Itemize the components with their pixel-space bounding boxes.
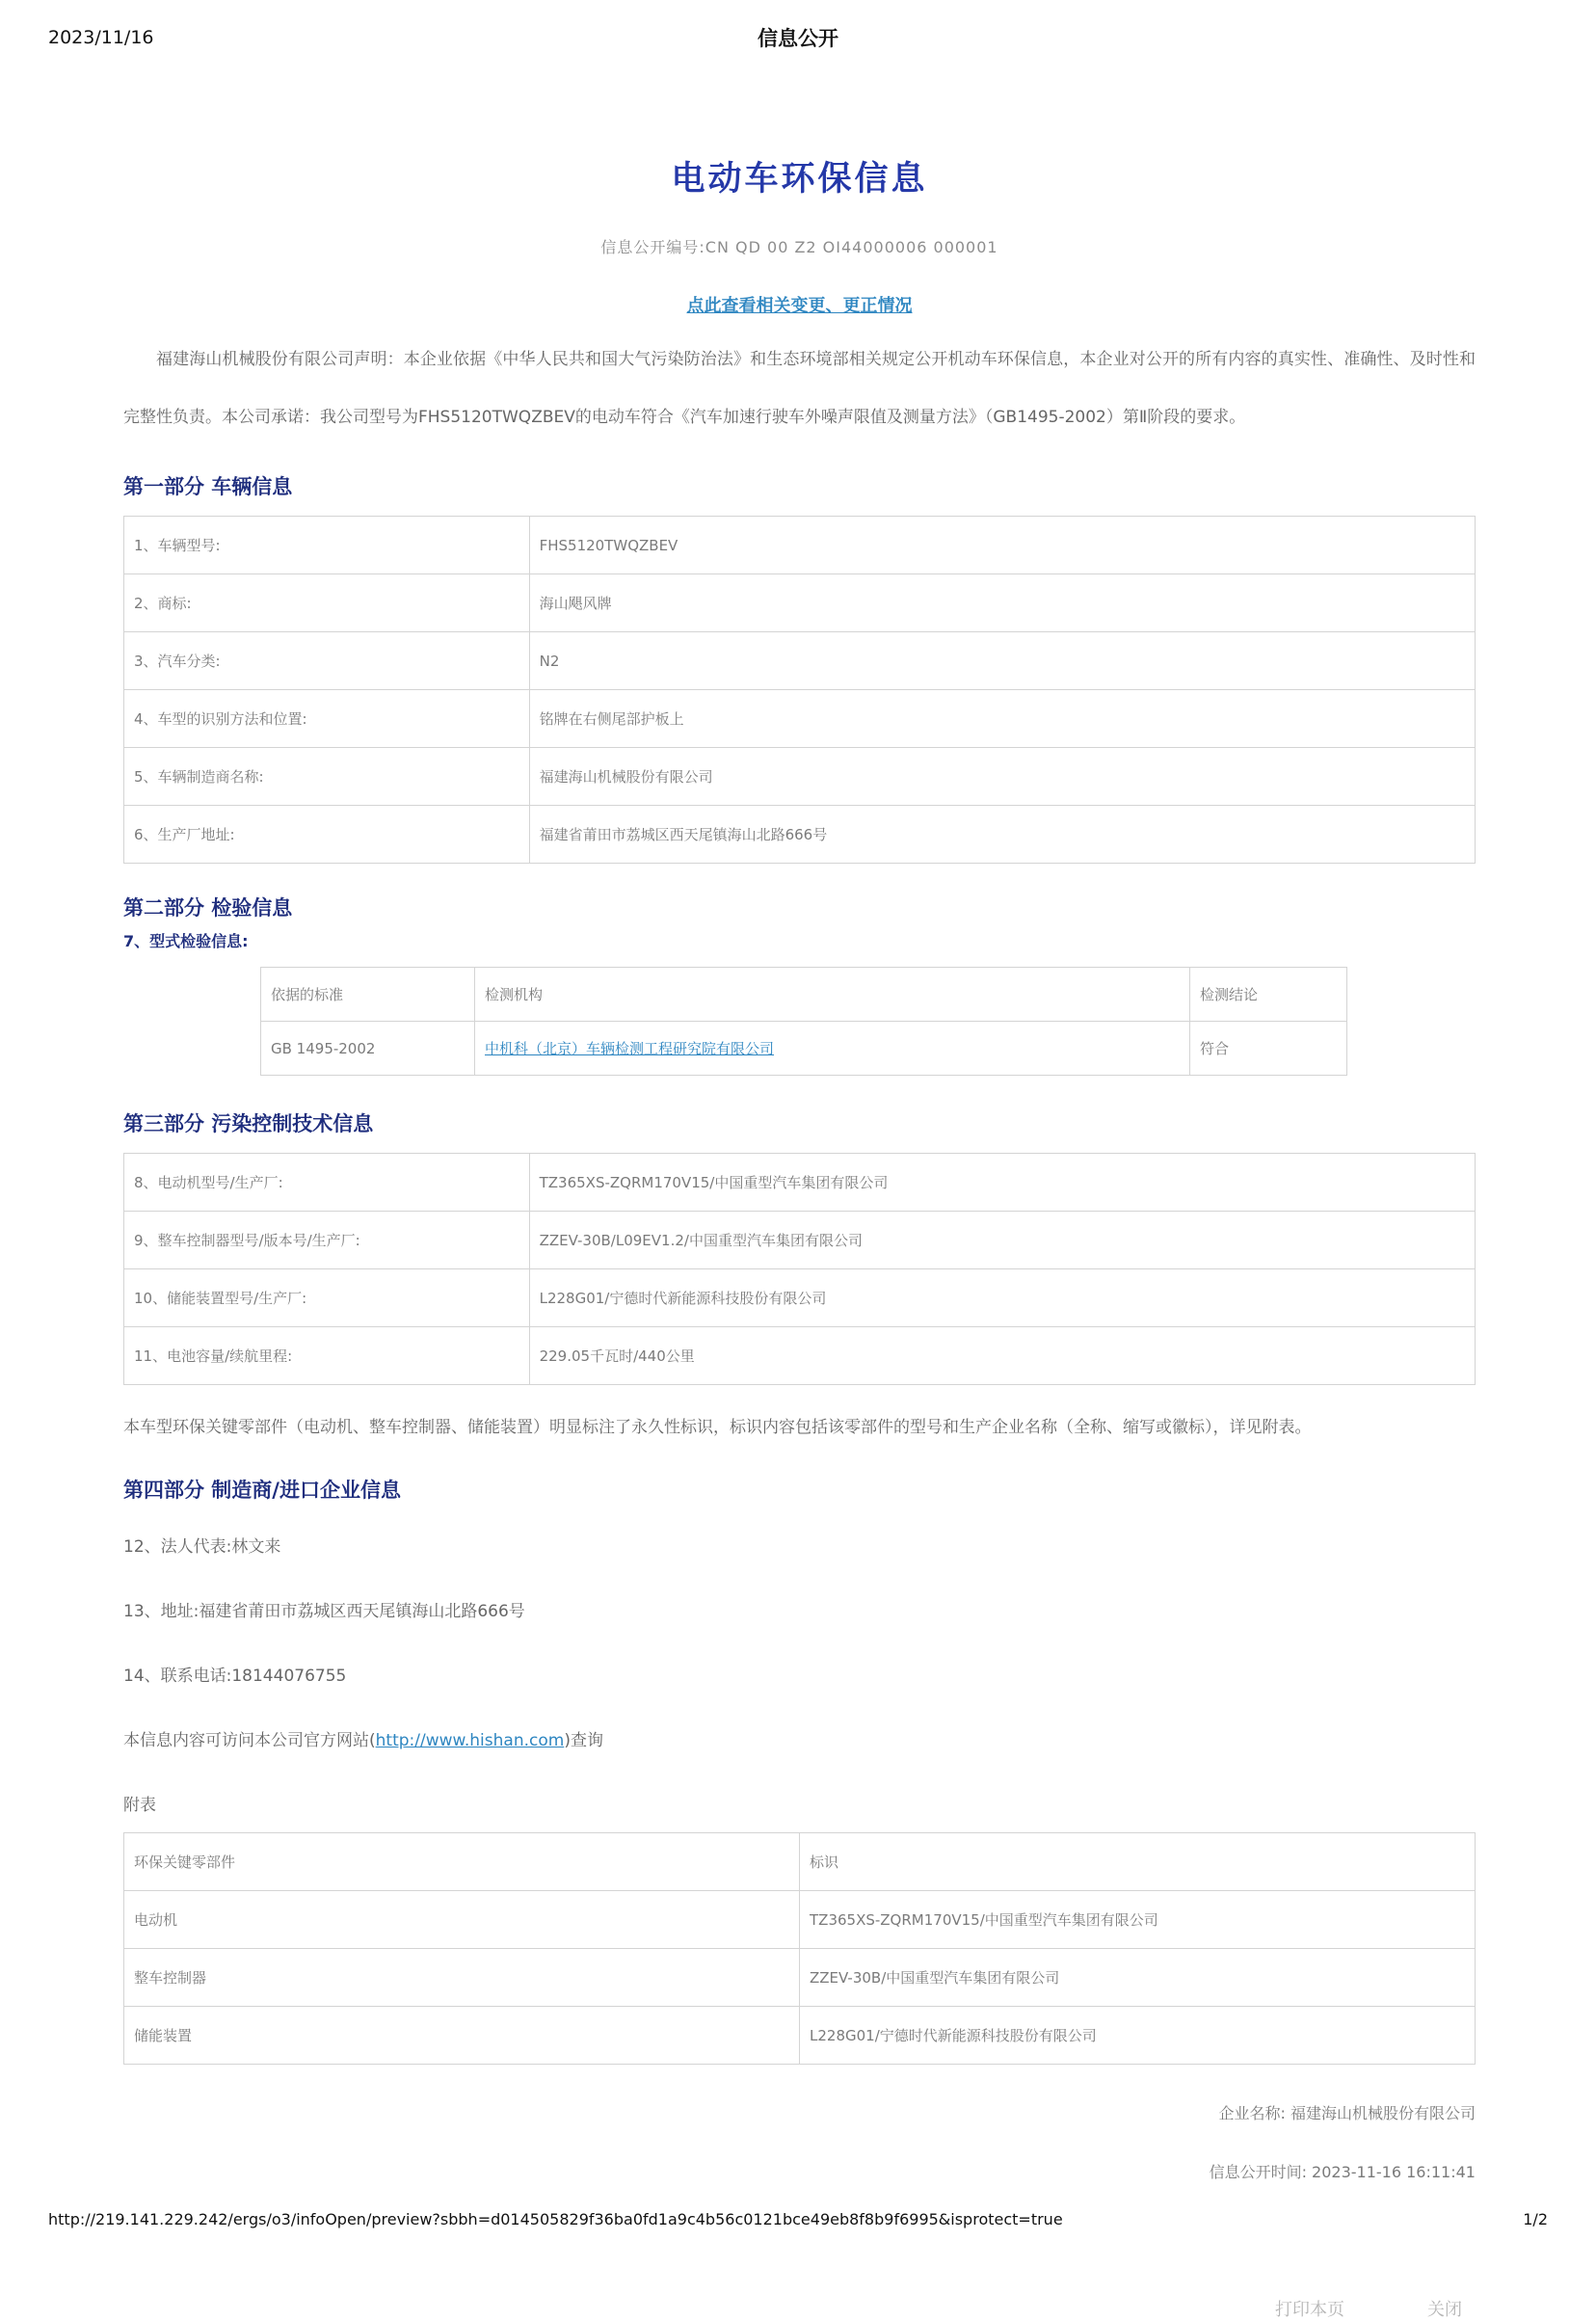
row-value: 海山飓风牌	[529, 574, 1475, 632]
website-prefix: 本信息内容可访问本公司官方网站(	[123, 1730, 376, 1750]
row-value: N2	[529, 632, 1475, 690]
row-label: 2、商标:	[124, 574, 530, 632]
table-row	[124, 690, 1476, 748]
company-name-line: 企业名称: 福建海山机械股份有限公司	[1218, 2103, 1476, 2122]
section1-heading: 第一部分 车辆信息	[123, 475, 293, 498]
row-label: 储能装置	[124, 2006, 800, 2064]
print-date: 2023/11/16	[48, 27, 154, 48]
row-value: ZZEV-30B/中国重型汽车集团有限公司	[800, 1948, 1476, 2006]
row-value: TZ365XS-ZQRM170V15/中国重型汽车集团有限公司	[800, 1890, 1476, 1948]
source-url: http://219.141.229.242/ergs/o3/infoOpen/preview?sbbh=d014505829f36ba0fd1a9c4b56c0121bce49eb8f8b9f6995&isprotect=true	[48, 2210, 1063, 2228]
row-label: 11、电池容量/续航里程:	[124, 1327, 530, 1385]
page-number: 1/2	[1523, 2210, 1548, 2228]
section2-heading: 第二部分 检验信息	[123, 896, 293, 920]
table-row	[124, 1948, 1476, 2006]
column-header-mark: 标识	[800, 1832, 1476, 1890]
table-row	[124, 1212, 1476, 1269]
pollution-control-table	[123, 1153, 1476, 1385]
table-row	[261, 1022, 1347, 1076]
table-row	[124, 806, 1476, 864]
row-label: 6、生产厂地址:	[124, 806, 530, 864]
row-label: 9、整车控制器型号/版本号/生产厂:	[124, 1212, 530, 1269]
page-title: 电动车环保信息	[671, 160, 928, 199]
inspection-agency-link[interactable]: 中机科（北京）车辆检测工程研究院有限公司	[485, 1040, 775, 1057]
website-suffix: )查询	[564, 1730, 603, 1750]
action-buttons-row	[123, 2296, 1476, 2321]
table-row	[124, 748, 1476, 806]
publish-time-line: 信息公开时间: 2023-11-16 16:11:41	[1209, 2162, 1476, 2181]
table-header-row	[124, 1832, 1476, 1890]
row-label: 整车控制器	[124, 1948, 800, 2006]
vehicle-info-table	[123, 516, 1476, 864]
row-label: 3、汽车分类:	[124, 632, 530, 690]
table-row	[124, 517, 1476, 574]
table-row	[124, 1154, 1476, 1212]
row-value: L228G01/宁德时代新能源科技股份有限公司	[800, 2006, 1476, 2064]
address-line: 13、地址:福建省莆田市荔城区西天尾镇海山北路666号	[123, 1601, 525, 1621]
document-body	[123, 0, 1476, 2321]
table-row	[124, 2006, 1476, 2064]
row-value: ZZEV-30B/L09EV1.2/中国重型汽车集团有限公司	[529, 1212, 1475, 1269]
view-changes-link[interactable]: 点此查看相关变更、更正情况	[686, 296, 913, 316]
print-page-button[interactable]: 打印本页	[1275, 2296, 1344, 2321]
result-cell: 符合	[1190, 1022, 1347, 1076]
row-label: 1、车辆型号:	[124, 517, 530, 574]
close-button[interactable]: 关闭	[1427, 2296, 1462, 2321]
column-header-standard: 依据的标准	[261, 968, 475, 1022]
inspection-table	[260, 967, 1347, 1076]
phone-line: 14、联系电话:18144076755	[123, 1666, 347, 1686]
section4-heading: 第四部分 制造商/进口企业信息	[123, 1478, 401, 1502]
table-row	[124, 1890, 1476, 1948]
row-label: 电动机	[124, 1890, 800, 1948]
website-line	[123, 1726, 1476, 1750]
column-header-agency: 检测机构	[475, 968, 1190, 1022]
change-link-row	[123, 292, 1476, 317]
type-inspection-subheading: 7、型式检验信息:	[123, 932, 249, 950]
row-value: 229.05千瓦时/440公里	[529, 1327, 1475, 1385]
row-value: TZ365XS-ZQRM170V15/中国重型汽车集团有限公司	[529, 1154, 1475, 1212]
table-header-row	[261, 968, 1347, 1022]
appendix-table	[123, 1832, 1476, 2065]
disclosure-code: 信息公开编号:CN QD 00 Z2 OI44000006 000001	[600, 238, 998, 256]
row-label: 10、储能装置型号/生产厂:	[124, 1269, 530, 1327]
standard-cell: GB 1495-2002	[261, 1022, 475, 1076]
print-footer	[48, 2210, 1548, 2228]
column-header-part: 环保关键零部件	[124, 1832, 800, 1890]
permanent-mark-note: 本车型环保关键零部件（电动机、整车控制器、储能装置）明显标注了永久性标识，标识内容包括该零部件的型号和生产企业名称（全称、缩写或徽标），详见附表。	[123, 1418, 1312, 1437]
row-value: 福建省莆田市荔城区西天尾镇海山北路666号	[529, 806, 1475, 864]
agency-cell	[475, 1022, 1190, 1076]
appendix-label: 附表	[123, 1795, 156, 1815]
table-row	[124, 1327, 1476, 1385]
table-row	[124, 1269, 1476, 1327]
row-value: L228G01/宁德时代新能源科技股份有限公司	[529, 1269, 1475, 1327]
row-value: 铭牌在右侧尾部护板上	[529, 690, 1475, 748]
row-value: 福建海山机械股份有限公司	[529, 748, 1475, 806]
legal-representative-line: 12、法人代表:林文来	[123, 1536, 281, 1557]
row-label: 8、电动机型号/生产厂:	[124, 1154, 530, 1212]
row-value: FHS5120TWQZBEV	[529, 517, 1475, 574]
section3-heading: 第三部分 污染控制技术信息	[123, 1112, 374, 1135]
row-label: 4、车型的识别方法和位置:	[124, 690, 530, 748]
declaration-paragraph: 福建海山机械股份有限公司声明：本企业依据《中华人民共和国大气污染防治法》和生态环境部相关规定公开机动车环保信息，本企业对公开的所有内容的真实性、准确性、及时性和完整性负责。本公司承诺：我公司型号为FHS5120TWQZBEV的电动车符合《汽车加速行驶车外噪声限值及测量方法》（GB1495-2002）第Ⅱ阶段的要求。	[123, 350, 1476, 427]
table-row	[124, 632, 1476, 690]
row-label: 5、车辆制造商名称:	[124, 748, 530, 806]
table-row	[124, 574, 1476, 632]
column-header-result: 检测结论	[1190, 968, 1347, 1022]
company-website-link[interactable]: http://www.hishan.com	[375, 1730, 565, 1750]
print-header-title: 信息公开	[758, 27, 838, 50]
